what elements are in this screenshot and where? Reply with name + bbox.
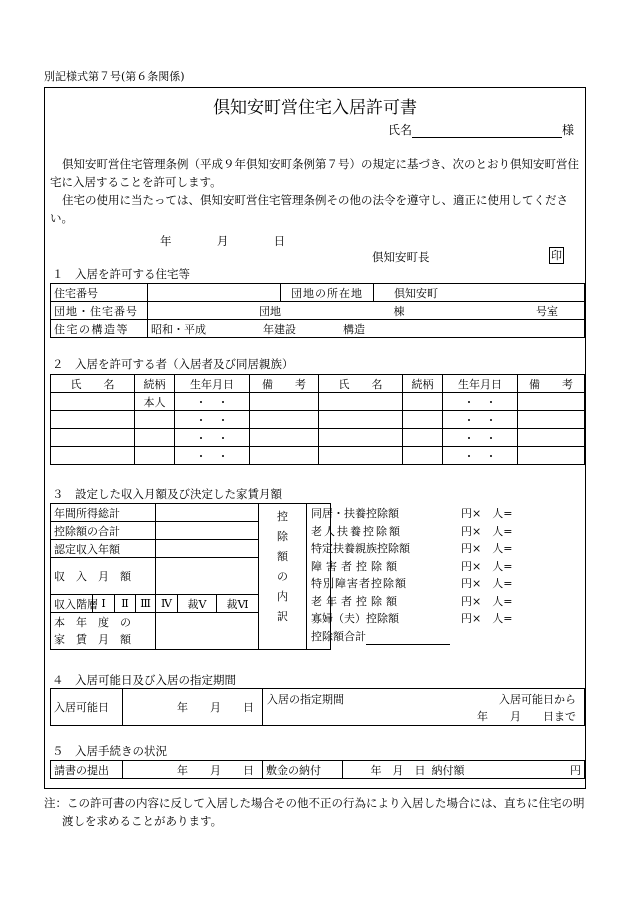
header-name: 氏 名 [51,375,135,393]
section-5-heading: ５ 入居手続きの状況 [52,744,167,758]
name-cell[interactable] [51,429,135,447]
birthdate-cell[interactable]: ・ ・ [175,411,250,429]
seal-icon: 印 [551,249,562,262]
deduction-items [307,504,513,646]
deduction-total-label: 控除額の合計 [51,522,156,540]
deduction-label: 老年者控除額 [311,594,402,608]
relation-cell[interactable] [403,411,443,429]
deduction-vertical-label [259,504,307,650]
period-until: 年 月 日まで [477,710,576,723]
header-name-2: 氏 名 [319,375,403,393]
relation-cell[interactable] [135,429,175,447]
structure-field[interactable] [148,320,585,338]
name-suffix: 様 [562,123,575,137]
deduction-row [311,575,513,593]
rent-field[interactable] [156,613,259,650]
name-line [388,121,574,138]
remarks-cell[interactable] [518,429,585,447]
deduction-formula: 円× 人= [461,507,513,520]
table-row [51,411,585,429]
remarks-cell[interactable] [250,411,319,429]
deduction-label: 同居・扶養控除額 [311,507,400,520]
relation-cell[interactable] [403,429,443,447]
issue-date [160,233,285,249]
procedure-table [50,760,585,779]
header-relation-2: 続柄 [403,375,443,393]
deduction-formula: 円× 人= [461,559,513,573]
deduction-label: 老人扶養控除額 [311,524,403,538]
class-option[interactable]: Ⅳ [156,595,178,613]
birthdate-cell[interactable]: ・ ・ [443,447,518,465]
deduction-row [311,558,513,576]
amount-label: 納付額 [431,763,465,777]
birthdate-cell[interactable]: ・ ・ [443,429,518,447]
monthly-income-label: 収 入 月 額 [51,558,156,595]
period-label: 入居の指定期間 [267,693,344,706]
income-table [50,503,585,650]
table-row [51,447,585,465]
name-cell[interactable] [319,411,403,429]
relation-cell[interactable] [403,393,443,411]
birthdate-cell[interactable]: ・ ・ [175,429,250,447]
remarks-cell[interactable] [518,393,585,411]
name-number-label: 団地・住宅番号 [51,302,148,320]
name-cell[interactable] [51,411,135,429]
deduction-row [311,505,513,523]
relation-cell[interactable] [403,447,443,465]
section-1-heading: １ 入居を許可する住宅等 [52,267,190,281]
deduction-sum-field[interactable] [366,632,450,645]
body-paragraph-1: 倶知安町営住宅管理条例（平成９年倶知安町条例第７号）の規定に基づき、次のとおり倶知安町営住宅に入居することを許可します。 [50,157,580,189]
structure-text: 構造 [343,322,365,336]
house-number-field[interactable] [148,284,281,302]
birthdate-cell[interactable]: ・ ・ [175,447,250,465]
location-value: 倶知安町 [374,284,585,302]
vlabel-char: 控 [277,510,289,523]
relation-cell: 本人 [135,393,175,411]
deduction-row [311,593,513,611]
deductions-list [307,504,513,650]
room-unit: 号室 [536,304,558,318]
name-label: 氏名 [388,123,413,137]
deduction-formula: 円× 人= [461,594,513,608]
to-unit: 棟 [393,304,405,318]
section-2-heading: ２ 入居を許可する者（入居者及び同居親族） [52,357,294,371]
deduction-sum [311,628,367,646]
danchi-unit: 団地 [259,304,281,318]
class-option[interactable]: Ⅲ [136,595,156,613]
birthdate-cell[interactable]: ・ ・ [443,411,518,429]
header-birthdate: 生年月日 [175,375,250,393]
remarks-cell[interactable] [250,447,319,465]
period-from: 入居可能日から [499,693,576,706]
era-text: 昭和・平成 [151,322,206,336]
deduction-row [311,523,513,541]
issue-day: 日 [273,234,286,248]
section-3-heading: ３ 設定した収入月額及び決定した家賃月額 [52,487,282,501]
table-row [51,429,585,447]
name-field[interactable] [412,124,562,138]
remarks-cell[interactable] [250,429,319,447]
deduction-total-field[interactable] [156,522,259,540]
class-option[interactable]: Ⅰ [93,595,115,613]
deduction-formula: 円× 人= [461,542,513,555]
deduction-label: 障害者控除額 [311,559,402,573]
header-relation: 続柄 [135,375,175,393]
relation-cell[interactable] [135,447,175,465]
section-1-table [50,283,585,338]
seal-mark [549,247,564,264]
form-reference: 別記様式第７号(第６条関係) [44,70,185,83]
header-remarks: 備 考 [250,375,319,393]
deduction-row [311,540,513,558]
deposit-amount[interactable] [429,761,585,779]
deduction-formula: 円× 人= [461,524,513,538]
issue-year: 年 [160,234,172,248]
page-title: 倶知安町営住宅入居許可書 [213,98,417,118]
class-option[interactable]: Ⅱ [115,595,136,613]
vlabel-char: の [277,570,289,583]
name-cell[interactable] [51,447,135,465]
annual-income-label: 年間所得総計 [51,504,156,522]
vlabel-char: 訳 [277,610,289,623]
name-cell[interactable] [319,429,403,447]
household-table [50,374,585,465]
house-number-label: 住宅番号 [51,284,148,302]
table-row [51,393,585,411]
deduction-sum-label: 控除額合計 [311,629,367,643]
deduction-label: 特定扶養親族控除額 [311,542,411,555]
body-text [50,155,582,227]
issuer: 倶知安町長 [372,250,430,264]
header-birthdate-2: 生年月日 [443,375,518,393]
name-cell[interactable] [319,447,403,465]
period-cell[interactable] [263,689,585,726]
remarks-cell[interactable] [518,411,585,429]
period-content [267,691,580,723]
income-class-label: 収入階層 [51,595,93,613]
possible-date-field[interactable]: 年 月 日 [123,689,263,726]
monthly-income-field[interactable] [156,558,259,595]
deduction-row [311,610,513,628]
class-option[interactable]: 裁Ⅵ [217,595,259,613]
relation-cell[interactable] [135,411,175,429]
built-text: 年建設 [263,322,296,336]
move-in-table [50,688,585,726]
pledge-label: 請書の提出 [51,761,123,779]
issue-month: 月 [216,234,229,248]
header-remarks-2: 備 考 [518,375,585,393]
recognized-income-field[interactable] [156,540,259,558]
deposit-label: 敷金の納付 [263,761,343,779]
yen-unit: 円 [570,763,581,777]
annual-income-field[interactable] [156,504,259,522]
remarks-cell[interactable] [250,393,319,411]
deduction-label: 特別障害者控除額 [311,577,408,590]
structure-label: 住宅の構造等 [51,320,148,338]
rent-label-line2: 家 賃 月 額 [54,633,131,646]
deduction-label: 寡婦（夫）控除額 [311,612,400,625]
body-paragraph-2: 住宅の使用に当たっては、倶知安町営住宅管理条例その他の法令を遵守し、適正に使用してください。 [50,193,568,225]
name-cell[interactable] [51,393,135,411]
birthdate-cell[interactable]: ・ ・ [175,393,250,411]
recognized-income-label: 認定収入年額 [51,540,156,558]
location-label: 団地の所在地 [281,284,374,302]
name-cell[interactable] [319,393,403,411]
birthdate-cell[interactable]: ・ ・ [443,393,518,411]
vlabel-char: 除 [277,530,289,543]
class-option[interactable]: 裁Ⅴ [178,595,217,613]
section-4-heading: ４ 入居可能日及び入居の指定期間 [52,673,236,687]
deduction-formula: 円× 人= [461,577,513,590]
rent-label-line1: 本 年 度 の [54,616,131,629]
vlabel-char: 額 [277,550,289,563]
deduction-formula: 円× 人= [461,612,513,625]
name-number-field[interactable] [148,302,585,320]
pledge-date[interactable]: 年 月 日 [123,761,263,779]
possible-date-label: 入居可能日 [51,689,123,726]
deposit-date[interactable]: 年 月 日 [343,761,429,779]
remarks-cell[interactable] [518,447,585,465]
rent-label [51,613,156,650]
footer-note: 注：この許可書の内容に反して入居した場合その他不正の行為により入居した場合には、直ちに住宅の明渡しを求めることがあります。 [44,796,585,828]
vlabel-char: 内 [277,590,289,603]
